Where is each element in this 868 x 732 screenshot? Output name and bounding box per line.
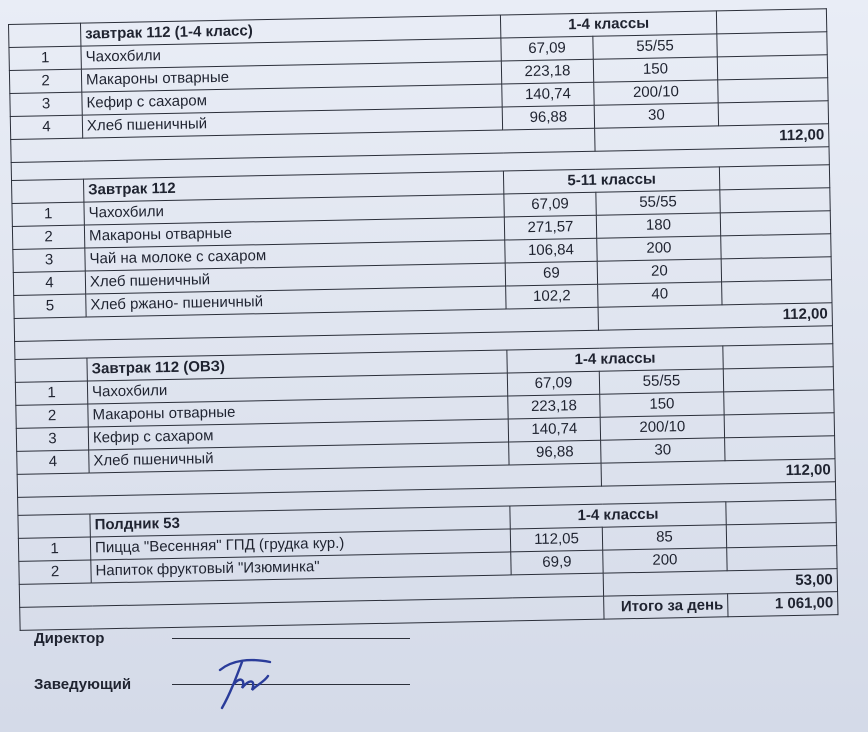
section-classes: 5-11 классы bbox=[503, 167, 719, 194]
dish-price: 223,18 bbox=[501, 59, 593, 84]
dish-price: 140,74 bbox=[502, 82, 594, 107]
empty-cell bbox=[724, 413, 834, 438]
empty-cell bbox=[718, 101, 828, 126]
dish-weight: 200 bbox=[603, 548, 727, 573]
empty-cell bbox=[726, 523, 836, 548]
handwritten-signature bbox=[212, 654, 282, 712]
dish-weight: 30 bbox=[594, 103, 718, 128]
section-total: 53,00 bbox=[603, 569, 837, 596]
empty-cell bbox=[15, 358, 87, 382]
empty-cell bbox=[717, 32, 827, 57]
dish-price: 69,9 bbox=[511, 550, 603, 575]
dish-price: 140,74 bbox=[508, 417, 600, 442]
empty-cell bbox=[726, 500, 836, 525]
dish-price: 223,18 bbox=[508, 394, 600, 419]
dish-weight: 85 bbox=[602, 525, 726, 550]
dish-weight: 180 bbox=[596, 213, 720, 238]
section-total: 112,00 bbox=[598, 303, 832, 330]
row-number: 2 bbox=[9, 69, 81, 93]
section-classes: 1-4 классы bbox=[507, 346, 723, 373]
empty-cell bbox=[723, 344, 833, 369]
day-total-value: 1 061,00 bbox=[728, 592, 838, 617]
section-title: Полдник 53 bbox=[90, 506, 510, 537]
menu-table bbox=[8, 8, 839, 631]
row-number: 1 bbox=[18, 537, 90, 561]
dish-price: 69 bbox=[505, 261, 597, 286]
row-number: 1 bbox=[9, 46, 81, 70]
director-label: Директор bbox=[34, 630, 105, 647]
row-number: 3 bbox=[10, 92, 82, 116]
dish-name: Чахохбили bbox=[87, 373, 507, 404]
dish-name: Чахохбили bbox=[81, 38, 501, 69]
row-number: 4 bbox=[10, 115, 82, 139]
dish-price: 96,88 bbox=[509, 440, 601, 465]
row-number: 2 bbox=[19, 560, 91, 584]
dish-price: 96,88 bbox=[502, 105, 594, 130]
dish-price: 106,84 bbox=[505, 238, 597, 263]
dish-price: 102,2 bbox=[506, 284, 598, 309]
dish-weight: 30 bbox=[601, 438, 725, 463]
empty-cell bbox=[722, 280, 832, 305]
section-classes: 1-4 классы bbox=[500, 11, 716, 38]
empty-cell bbox=[725, 436, 835, 461]
row-number: 2 bbox=[16, 404, 88, 428]
row-number: 1 bbox=[12, 202, 84, 226]
dish-weight: 40 bbox=[598, 282, 722, 307]
empty-cell bbox=[717, 55, 827, 80]
empty-cell bbox=[724, 390, 834, 415]
dish-name: Чай на молоке с сахаром bbox=[85, 240, 505, 271]
dish-price: 67,09 bbox=[504, 192, 596, 217]
empty-cell bbox=[720, 211, 830, 236]
section-classes: 1-4 классы bbox=[510, 502, 726, 529]
dish-price: 67,09 bbox=[501, 36, 593, 61]
empty-cell bbox=[12, 179, 84, 203]
dish-name: Пицца "Весенняя" ГПД (грудка кур.) bbox=[90, 529, 510, 560]
row-number: 4 bbox=[13, 271, 85, 295]
dish-weight: 200 bbox=[597, 236, 721, 261]
section-title: Завтрак 112 (ОВЗ) bbox=[87, 350, 507, 381]
row-number: 2 bbox=[12, 225, 84, 249]
dish-price: 67,09 bbox=[507, 371, 599, 396]
empty-cell bbox=[18, 514, 90, 538]
row-number: 5 bbox=[14, 294, 86, 318]
dish-name: Кефир с сахаром bbox=[82, 84, 502, 115]
empty-cell bbox=[720, 188, 830, 213]
menu-table-wrap bbox=[8, 8, 849, 631]
dish-weight: 150 bbox=[593, 57, 717, 82]
dish-name: Макароны отварные bbox=[88, 396, 508, 427]
dish-name: Чахохбили bbox=[84, 194, 504, 225]
dish-price: 271,57 bbox=[504, 215, 596, 240]
row-number: 3 bbox=[13, 248, 85, 272]
empty-cell bbox=[721, 234, 831, 259]
dish-name: Хлеб ржано- пшеничный bbox=[86, 286, 506, 317]
empty-cell bbox=[9, 23, 81, 47]
row-number: 3 bbox=[16, 427, 88, 451]
section-title: завтрак 112 (1-4 класс) bbox=[80, 15, 500, 46]
dish-name: Хлеб пшеничный bbox=[82, 107, 502, 138]
dish-name: Хлеб пшеничный bbox=[89, 442, 509, 473]
dish-weight: 20 bbox=[597, 259, 721, 284]
section-total: 112,00 bbox=[595, 124, 829, 151]
dish-name: Макароны отварные bbox=[84, 217, 504, 248]
dish-name: Макароны отварные bbox=[81, 61, 501, 92]
row-number: 4 bbox=[17, 450, 89, 474]
dish-weight: 55/55 bbox=[593, 34, 717, 59]
dish-name: Напиток фруктовый "Изюминка" bbox=[91, 552, 511, 583]
manager-signature-line bbox=[172, 684, 410, 685]
day-total-label: Итого за день bbox=[604, 594, 728, 619]
empty-cell bbox=[721, 257, 831, 282]
manager-label: Заведующий bbox=[34, 676, 132, 693]
dish-weight: 200/10 bbox=[594, 80, 718, 105]
empty-cell bbox=[723, 367, 833, 392]
dish-weight: 55/55 bbox=[599, 369, 723, 394]
dish-weight: 150 bbox=[600, 392, 724, 417]
empty-cell bbox=[727, 546, 837, 571]
section-total: 112,00 bbox=[601, 459, 835, 486]
dish-price: 112,05 bbox=[510, 527, 602, 552]
dish-weight: 55/55 bbox=[596, 190, 720, 215]
empty-cell bbox=[718, 78, 828, 103]
empty-cell bbox=[716, 9, 826, 34]
dish-weight: 200/10 bbox=[600, 415, 724, 440]
empty-cell bbox=[719, 165, 829, 190]
dish-name: Кефир с сахаром bbox=[88, 419, 508, 450]
dish-name: Хлеб пшеничный bbox=[85, 263, 505, 294]
row-number: 1 bbox=[15, 381, 87, 405]
section-title: Завтрак 112 bbox=[83, 171, 503, 202]
director-signature-line bbox=[172, 638, 410, 639]
